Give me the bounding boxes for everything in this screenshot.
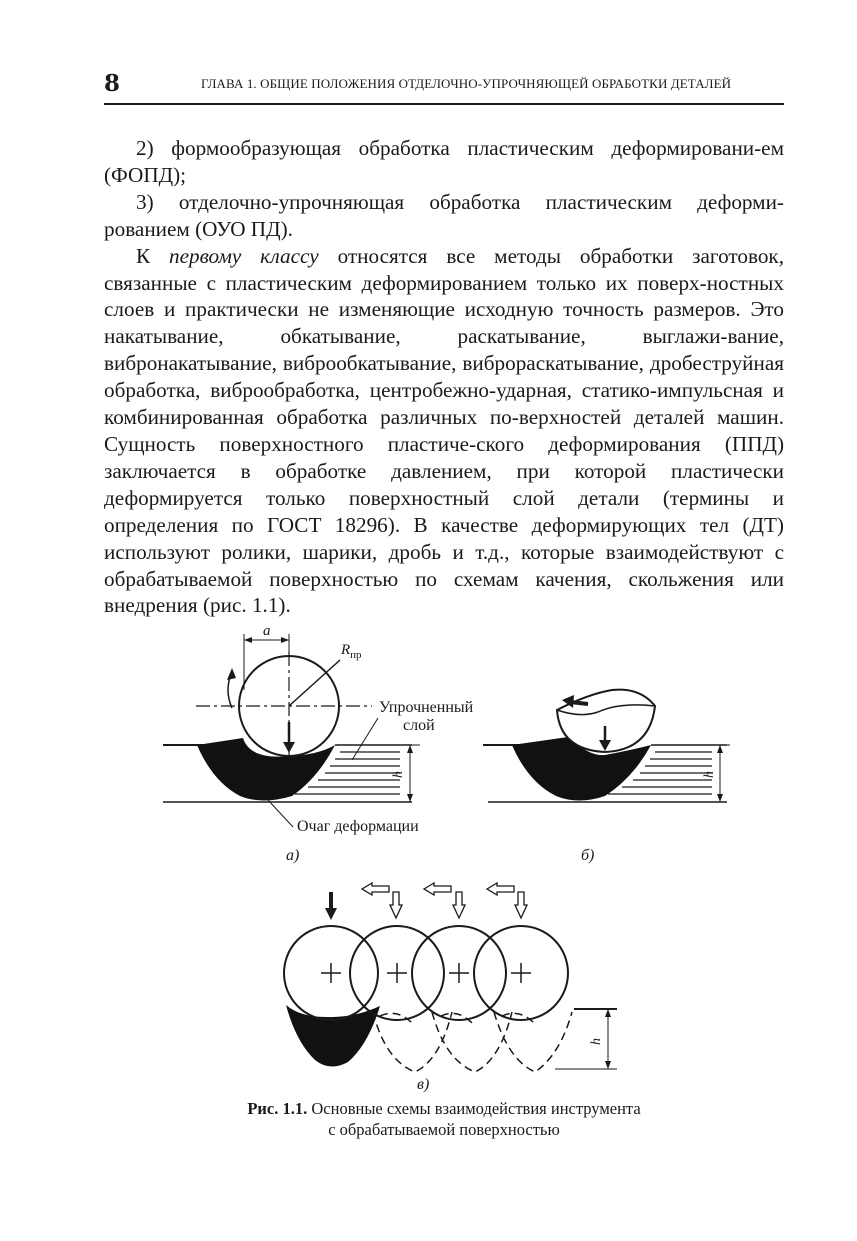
sliding-tool <box>557 690 655 752</box>
subfigure-c-label: в) <box>417 1076 430 1093</box>
deformation-zone-b <box>512 737 651 801</box>
subfigure-a-label: а) <box>286 847 300 864</box>
paragraph-first-class <box>104 243 784 620</box>
radius-label: $R_{пр}$ <box>341 642 362 661</box>
h-label-b: h <box>702 771 717 778</box>
ball-4 <box>474 926 568 1020</box>
scheme-c <box>284 883 617 1072</box>
scheme-b <box>483 690 730 802</box>
hardened-layer-hatching-b <box>608 752 712 794</box>
first-class-term: первому классу <box>169 243 319 268</box>
caption-text-1: Основные схемы взаимодействия инструмента <box>307 1099 641 1118</box>
ball-1 <box>284 926 378 1020</box>
body-text <box>104 135 784 619</box>
dimension-a-label: a <box>263 623 271 639</box>
deformation-zone-c <box>286 1005 380 1067</box>
hardened-layer-label: Упрочненный <box>379 699 474 716</box>
ball-2 <box>350 926 444 1020</box>
caption-line-1 <box>104 1098 784 1119</box>
h-label-a: h <box>391 771 406 778</box>
list-item-3: 3) отделочно-упрочняющая обработка пластическим деформи-рованием (ОУО ПД). <box>104 189 784 241</box>
figure-caption <box>104 1098 784 1140</box>
roller-a <box>239 656 339 756</box>
deformation-focus-label: Очаг деформации <box>297 818 419 835</box>
hardened-layer-hatching <box>295 752 400 794</box>
subfigure-b-label: б) <box>581 847 595 864</box>
hardened-layer-label-2: слой <box>403 717 435 734</box>
scheme-a <box>163 634 420 827</box>
page-number: 8 <box>104 70 121 97</box>
ball-3 <box>412 926 506 1020</box>
paragraph-rest: относятся все методы обработки заготовок, связанные с пластическим деформированием только их поверх-ностных слоев и практически не изменяющие исходную точность размеров. Это накатывание, обкатывание, раскатывание, выглажи-вание, вибронакатывание, виброобкатывание, виброраскатывание, дробеструйная обработка, виброобработка, центробежно-ударная, статико-импульсная и комбинированная обработка различных по-верхностей деталей машин. Сущность поверхностного пластиче-ского деформирования (ППД) заключается в обработке давлением, при которой пластически деформируется только поверхностный слой детали (термины и определения по ГОСТ 18296). В качестве деформирующих тел (ДТ) используют ролики, шарики, дробь и т.д., которые взаимодействуют с обрабатываемой поверхностью по схемам качения, скольжения или внедрения (рис. 1.1). <box>104 243 785 618</box>
crater-outlines <box>373 1012 572 1072</box>
paragraph-start: К <box>136 243 170 268</box>
running-title: ГЛАВА 1. ОБЩИЕ ПОЛОЖЕНИЯ ОТДЕЛОЧНО-УПРОЧНЯЮЩЕЙ ОБРАБОТКИ ДЕТАЛЕЙ <box>201 76 732 91</box>
header-rule <box>104 103 784 105</box>
hollow-arrows <box>362 883 527 918</box>
caption-label: Рис. 1.1. <box>247 1099 308 1118</box>
list-item-2: 2) формообразующая обработка пластическим деформировани-ем (ФОПД); <box>104 136 784 187</box>
h-label-c: h <box>589 1038 604 1045</box>
deformation-zone-a <box>197 738 335 801</box>
caption-line-2: с обрабатываемой поверхностью <box>328 1120 560 1139</box>
